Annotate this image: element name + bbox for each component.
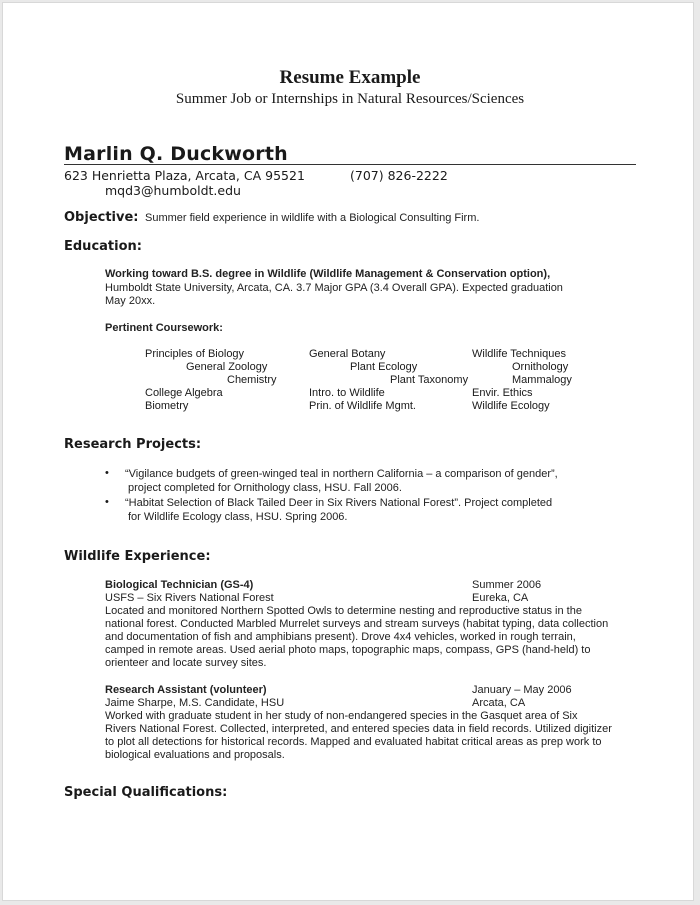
- job-desc-line: orienteer and locate survey sites.: [105, 657, 267, 669]
- job-desc-line: biological evaluations and proposals.: [105, 749, 285, 761]
- course-item: Envir. Ethics: [472, 387, 533, 399]
- course-item: College Algebra: [145, 387, 223, 399]
- job-location: Arcata, CA: [472, 697, 526, 709]
- job-desc-line: Located and monitored Northern Spotted Owls to determine nesting and reproductive status in the: [105, 605, 582, 617]
- objective-heading: Objective:: [64, 210, 139, 225]
- research-item-line: for Wildlife Ecology class, HSU. Spring 2006.: [128, 511, 348, 523]
- contact-phone: (707) 826-2222: [350, 168, 448, 183]
- research-item-line: “Habitat Selection of Black Tailed Deer in Six Rivers National Forest”. Project completed: [125, 497, 553, 509]
- course-item: Biometry: [145, 400, 189, 412]
- course-item: Prin. of Wildlife Mgmt.: [309, 400, 416, 412]
- coursework-heading: Pertinent Coursework:: [105, 322, 223, 334]
- job-desc-line: national forest. Conducted Marbled Murrelet surveys and stream surveys (habitat typing, data collection: [105, 618, 609, 630]
- contact-email: mqd3@humboldt.edu: [105, 183, 241, 198]
- resume-page: [3, 3, 693, 900]
- special-qualifications-heading: Special Qualifications:: [64, 785, 228, 800]
- job-desc-line: and documentation of fish and amphibians present). Drove 4x4 vehicles, worked in rough terrain,: [105, 631, 576, 643]
- name-divider: [64, 164, 636, 165]
- education-detail-2: May 20xx.: [105, 295, 156, 307]
- job-org: USFS – Six Rivers National Forest: [105, 592, 274, 604]
- course-item: Wildlife Ecology: [472, 400, 550, 412]
- contact-address: 623 Henrietta Plaza, Arcata, CA 95521: [64, 168, 305, 183]
- course-item: General Zoology: [186, 361, 268, 373]
- job-desc-line: to plot all detections for historical records. Mapped and evaluated habitat critical areas as prep work to: [105, 736, 602, 748]
- job-title: Research Assistant (volunteer): [105, 684, 267, 696]
- job-desc-line: Rivers National Forest. Collected, interpreted, and entered species data in field records. Utilized digitizer: [105, 723, 612, 735]
- objective-text: Summer field experience in wildlife with a Biological Consulting Firm.: [145, 212, 480, 224]
- course-item: Plant Taxonomy: [390, 374, 469, 386]
- job-date: January – May 2006: [472, 684, 572, 696]
- job-desc-line: Worked with graduate student in her study of non-endangered species in the Gasquet area of Six: [105, 710, 578, 722]
- job-desc-line: camped in remote areas. Used aerial photo maps, topographic maps, compass, GPS (hand-held) to: [105, 644, 591, 656]
- course-item: Mammalogy: [512, 374, 572, 386]
- education-detail-1: Humboldt State University, Arcata, CA. 3.7 Major GPA (3.4 Overall GPA). Expected graduation: [105, 282, 563, 294]
- research-item-line: “Vigilance budgets of green-winged teal in northern California – a comparison of gender”,: [125, 468, 558, 480]
- job-location: Eureka, CA: [472, 592, 529, 604]
- document-subtitle: Summer Job or Internships in Natural Resources/Sciences: [175, 91, 525, 107]
- course-item: Chemistry: [227, 374, 277, 386]
- job-org: Jaime Sharpe, M.S. Candidate, HSU: [105, 697, 285, 709]
- candidate-name: Marlin Q. Duckworth: [64, 143, 288, 165]
- course-item: Ornithology: [512, 361, 569, 373]
- job-title: Biological Technician (GS-4): [105, 579, 254, 591]
- course-item: Intro. to Wildlife: [309, 387, 385, 399]
- education-heading: Education:: [64, 239, 142, 254]
- bullet-icon: •: [105, 467, 109, 479]
- bullet-icon: •: [105, 496, 109, 508]
- research-item-line: project completed for Ornithology class, HSU. Fall 2006.: [128, 482, 402, 494]
- course-item: Plant Ecology: [350, 361, 418, 373]
- job-date: Summer 2006: [472, 579, 542, 591]
- experience-heading: Wildlife Experience:: [64, 549, 211, 564]
- course-item: Wildlife Techniques: [472, 348, 566, 360]
- course-item: General Botany: [309, 348, 386, 360]
- research-heading: Research Projects:: [64, 437, 202, 452]
- course-item: Principles of Biology: [145, 348, 245, 360]
- degree-line: Working toward B.S. degree in Wildlife (Wildlife Management & Conservation option),: [105, 268, 551, 280]
- document-title: Resume Example: [279, 67, 421, 88]
